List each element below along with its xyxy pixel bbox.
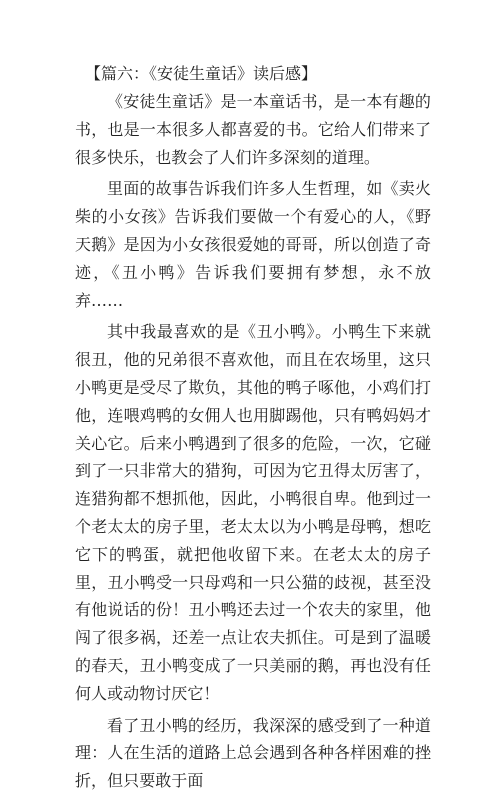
paragraph-reflection: 看了丑小鸭的经历，我深深的感受到了一种道理：人在生活的道路上总会遇到各种各样困难的挫折，但只要敢于面 — [75, 715, 431, 791]
document-body — [75, 59, 431, 795]
section-heading: 【篇六：《安徒生童话》读后感】 — [85, 64, 318, 83]
paragraph-ugly-duckling: 其中我最喜欢的是《丑小鸭》。小鸭生下来就很丑，他的兄弟很不喜欢他，而且在农场里，这只小鸭更是受尽了欺负，其他的鸭子啄他，小鸡们打他，连喂鸡鸭的女佣人也用脚踢他，只有鸭妈妈才关心它。后来小鸭遇到了很多的危险，一次，它碰到了一只非常大的猎狗，可因为它丑得太厉害了，连猎狗都不想抓他，因此，小鸭很自卑。他到过一个老太太的房子里，老太太以为小鸭是母鸭，想吃它下的鸭蛋，就把他收留下来。在老太太的房子里，丑小鸭受一只母鸡和一只公猫的歧视，甚至没有他说话的份！丑小鸭还去过一个农夫的家里，他闯了很多祸，还差一点让农夫抓住。可是到了温暖的春天，丑小鸭变成了一只美丽的鹅，再也没有任何人或动物讨厌它！ — [75, 322, 431, 703]
paragraph-intro: 《安徒生童话》是一本童话书，是一本有趣的书，也是一本很多人都喜爱的书。它给人们带来了很多快乐，也教会了人们许多深刻的道理。 — [75, 92, 431, 167]
paragraph-philosophy: 里面的故事告诉我们许多人生哲理，如《卖火柴的小女孩》告诉我们要做一个有爱心的人，《野天鹅》是因为小女孩很爱她的哥哥，所以创造了奇迹，《丑小鸭》告诉我们要拥有梦想，永不放弃…… — [75, 179, 431, 310]
